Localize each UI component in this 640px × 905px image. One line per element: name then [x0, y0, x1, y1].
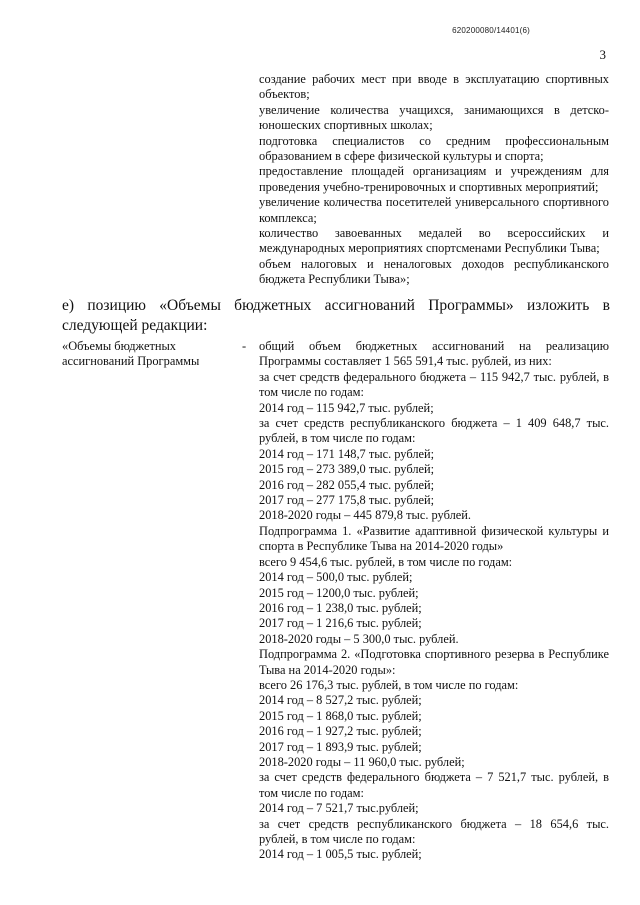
goal-item: создание рабочих мест при вводе в эксплуатацию спортивных объектов;: [259, 72, 609, 102]
budget-line: за счет средств федерального бюджета – 7 521,7 тыс. рублей, в том числе по годам:: [259, 770, 609, 800]
budget-line: 2017 год – 277 175,8 тыс. рублей;: [259, 493, 435, 508]
goal-item: увеличение количества учащихся, занимающихся в детско-юношеских спортивных школах;: [259, 102, 609, 133]
goal-item: предоставление площадей организациям и учреждениям для проведения учебно-тренировочных и спортивных мероприятий;: [259, 164, 609, 194]
budget-line: за счет средств республиканского бюджета – 18 654,6 тыс. рублей, в том числе по годам:: [259, 816, 609, 846]
budget-line: 2018-2020 годы – 11 960,0 тыс. рублей;: [259, 754, 465, 769]
budget-line: за счет средств республиканского бюджета – 1 409 648,7 тыс. рублей, в том числе по годам:: [259, 416, 609, 446]
subprogram-title: Подпрограмма 2. «Подготовка спортивного резерва в Республике Тыва на 2014-2020 годы»:: [259, 647, 609, 677]
budget-line: 2015 год – 273 389,0 тыс. рублей;: [259, 462, 435, 477]
budget-line: 2015 год – 1 868,0 тыс. рублей;: [259, 708, 422, 723]
budget-line: 2016 год – 1 927,2 тыс. рублей;: [259, 724, 422, 739]
budget-line: общий объем бюджетных ассигнований на реализацию Программы составляет 1 565 591,4 тыс. рублей, из них:: [259, 339, 609, 369]
budget-line: 2018-2020 годы – 445 879,8 тыс. рублей.: [259, 508, 471, 523]
budget-line: 2015 год – 1200,0 тыс. рублей;: [259, 585, 419, 600]
budget-line: 2017 год – 1 893,9 тыс. рублей;: [259, 739, 422, 754]
budget-line: 2016 год – 1 238,0 тыс. рублей;: [259, 600, 422, 615]
budget-line: 2014 год – 115 942,7 тыс. рублей;: [259, 400, 434, 415]
amendment-text: е) позицию «Объемы бюджетных ассигнований Программы» изложить в следующей редакции:: [62, 297, 610, 334]
position-label: «Объемы бюджетных ассигнований Программы: [62, 339, 200, 369]
budget-line: 2014 год – 500,0 тыс. рублей;: [259, 570, 413, 585]
budget-allocations: [259, 339, 609, 863]
goal-item: увеличение количества посетителей универсального спортивного комплекса;: [259, 195, 609, 225]
amendment-paragraph: [62, 296, 610, 336]
budget-line: 2017 год – 1 216,6 тыс. рублей;: [259, 616, 422, 631]
budget-line: 2018-2020 годы – 5 300,0 тыс. рублей.: [259, 631, 459, 646]
goals-list: [259, 72, 609, 288]
budget-line: всего 9 454,6 тыс. рублей, в том числе по годам:: [259, 554, 513, 569]
budget-line: 2016 год – 282 055,4 тыс. рублей;: [259, 477, 435, 492]
goal-item: количество завоеванных медалей во всероссийских и международных мероприятиях спортсменами Республики Тыва;: [259, 226, 609, 256]
budget-line: 2014 год – 7 521,7 тыс.рублей;: [259, 801, 419, 816]
position-dash: -: [242, 339, 247, 353]
page-number: 3: [599, 47, 606, 62]
document-number: 620200080/14401(6): [452, 26, 530, 35]
budget-line: 2014 год – 1 005,5 тыс. рублей;: [259, 847, 422, 862]
budget-line: всего 26 176,3 тыс. рублей, в том числе по годам:: [259, 677, 519, 692]
budget-line: 2014 год – 8 527,2 тыс. рублей;: [259, 693, 422, 708]
budget-line: 2014 год – 171 148,7 тыс. рублей;: [259, 446, 435, 461]
goal-item: подготовка специалистов со средним профессиональным образованием в сфере физической культуры и спорта;: [259, 133, 609, 164]
goal-item: объем налоговых и неналоговых доходов республиканского бюджета Республики Тыва»;: [259, 256, 609, 287]
budget-line: за счет средств федерального бюджета – 115 942,7 тыс. рублей, в том числе по годам:: [259, 369, 609, 400]
subprogram-title: Подпрограмма 1. «Развитие адаптивной физической культуры и спорта в Республике Тыва на 2014-2020 годы»: [259, 523, 609, 554]
